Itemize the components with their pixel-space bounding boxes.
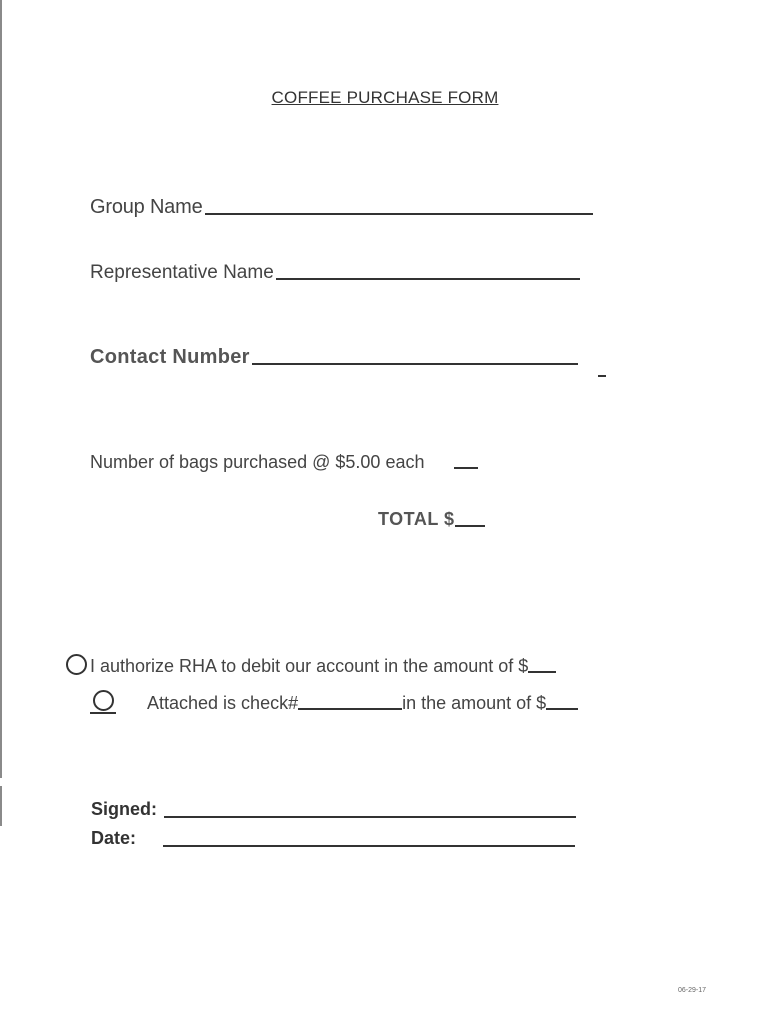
check-label-prefix: Attached is check# bbox=[147, 693, 299, 713]
check-label-suffix: in the amount of $ bbox=[402, 693, 547, 713]
representative-name-field[interactable] bbox=[90, 262, 580, 284]
check-radio[interactable] bbox=[90, 690, 116, 714]
left-border-line-lower bbox=[0, 786, 2, 826]
revision-date: 06-29-17 bbox=[678, 987, 707, 994]
check-amount-input-line[interactable] bbox=[546, 708, 578, 710]
signature-input-line[interactable] bbox=[164, 816, 576, 818]
signed-field[interactable] bbox=[91, 799, 576, 820]
total-label: TOTAL $ bbox=[378, 509, 455, 529]
contact-number-field[interactable] bbox=[90, 346, 578, 369]
representative-name-label: Representative Name bbox=[90, 262, 274, 283]
authorize-amount-input-line[interactable] bbox=[528, 671, 556, 673]
contact-number-input-line[interactable] bbox=[252, 363, 578, 365]
check-radio-underline bbox=[90, 712, 116, 714]
signed-label: Signed: bbox=[91, 799, 157, 819]
group-name-input-line[interactable] bbox=[205, 213, 593, 215]
contact-line-tick bbox=[598, 375, 606, 377]
contact-number-label: Contact Number bbox=[90, 346, 250, 368]
total-row[interactable] bbox=[378, 509, 485, 530]
authorize-radio-circle[interactable] bbox=[66, 654, 87, 675]
attached-check-option[interactable] bbox=[90, 690, 578, 714]
authorize-debit-option[interactable] bbox=[66, 654, 556, 677]
bags-purchased-label: Number of bags purchased @ $5.00 each bbox=[90, 452, 425, 472]
check-radio-circle[interactable] bbox=[93, 690, 114, 711]
representative-name-input-line[interactable] bbox=[276, 278, 580, 280]
total-amount-input-line[interactable] bbox=[455, 525, 485, 527]
date-label: Date: bbox=[91, 828, 137, 848]
form-title: COFFEE PURCHASE FORM bbox=[271, 88, 499, 107]
authorize-label: I authorize RHA to debit our account in the amount of $ bbox=[90, 656, 529, 676]
group-name-label: Group Name bbox=[90, 196, 203, 218]
bags-purchased-row[interactable] bbox=[90, 452, 478, 473]
group-name-field[interactable] bbox=[90, 196, 593, 219]
check-number-input-line[interactable] bbox=[298, 708, 402, 710]
date-field[interactable] bbox=[91, 828, 575, 849]
bags-quantity-input-line[interactable] bbox=[454, 467, 478, 469]
left-border-line bbox=[0, 0, 2, 778]
date-input-line[interactable] bbox=[163, 845, 575, 847]
